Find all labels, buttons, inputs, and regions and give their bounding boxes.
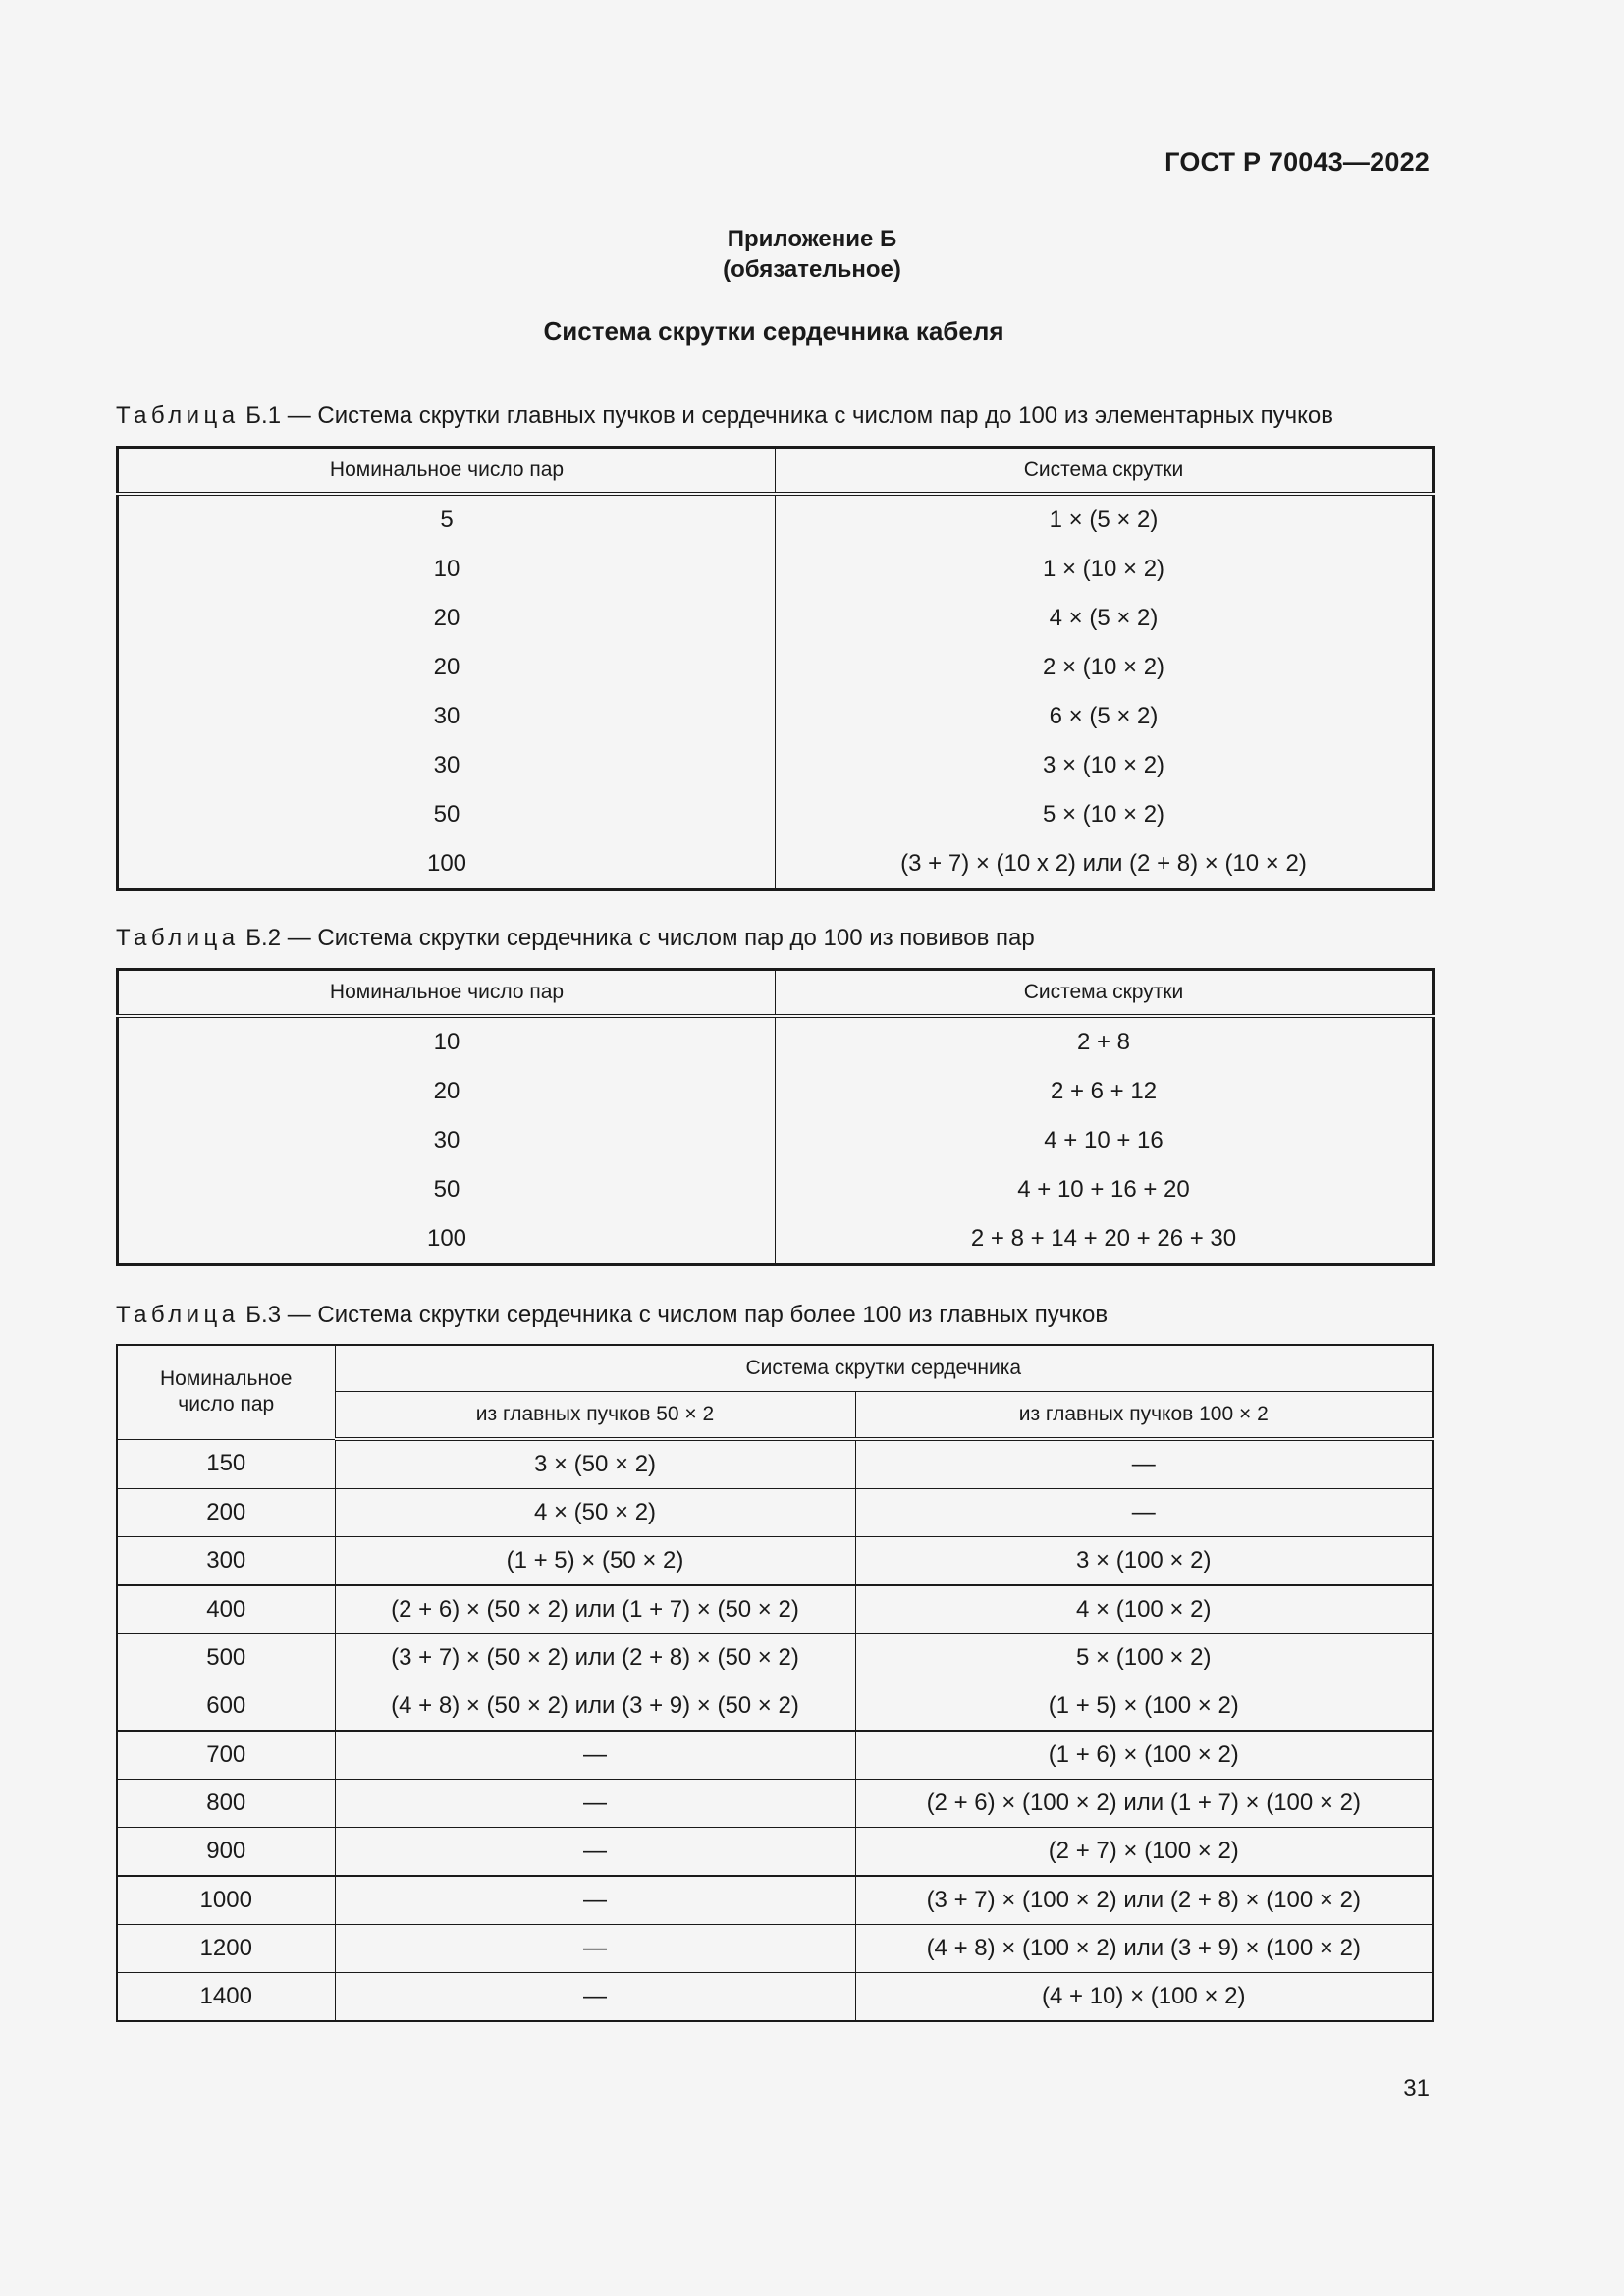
table-row — [117, 1780, 1433, 1828]
header-cell: Система скрутки — [776, 970, 1434, 1017]
table-cell: 100 — [118, 839, 776, 890]
annex-heading — [0, 224, 1624, 285]
header-cell: Номинальное число пар — [118, 448, 776, 495]
table-cell: — — [335, 1828, 855, 1877]
table-cell: 4 × (100 × 2) — [855, 1585, 1433, 1634]
table-cell: 4 × (50 × 2) — [335, 1489, 855, 1537]
table-cell: (4 + 10) × (100 × 2) — [855, 1973, 1433, 2022]
header-cell-group: Система скрутки сердечника — [335, 1345, 1433, 1392]
table-row — [117, 1537, 1433, 1586]
table-cell: — — [335, 1731, 855, 1780]
table3-caption-prefix: Таблица — [116, 1302, 240, 1328]
table-cell: 4 + 10 + 16 — [1044, 1127, 1164, 1153]
table-b2 — [116, 968, 1435, 1266]
table-cell: 300 — [117, 1537, 335, 1586]
table-cell: 6 × (5 × 2) — [1049, 703, 1159, 729]
table-cell: 20 — [118, 594, 776, 643]
table-cell: 3 × (100 × 2) — [855, 1537, 1433, 1586]
header-cell: из главных пучков 50 × 2 — [335, 1392, 855, 1440]
table-cell: (3 + 7) × (100 × 2) или (2 + 8) × (100 × 2) — [855, 1876, 1433, 1925]
table-cell: 500 — [117, 1634, 335, 1682]
header-cell: Система скрутки — [776, 448, 1434, 495]
table-cell: 10 — [118, 545, 776, 594]
table-row — [118, 839, 1434, 890]
annex-title: Система скрутки сердечника кабеля — [543, 316, 1004, 346]
table1-caption — [116, 402, 1333, 430]
table-row — [117, 1876, 1433, 1925]
table-row — [118, 1016, 1434, 1067]
table-cell: 50 — [118, 1165, 776, 1214]
table-cell: 5 × (100 × 2) — [855, 1634, 1433, 1682]
table-cell: 2 + 8 + 14 + 20 + 26 + 30 — [970, 1225, 1237, 1252]
table-cell: 150 — [117, 1439, 335, 1489]
table-cell: (3 + 7) × (50 × 2) или (2 + 8) × (50 × 2) — [335, 1634, 855, 1682]
table-cell: (3 + 7) × (10 x 2) или (2 + 8) × (10 × 2) — [900, 850, 1307, 877]
table-cell: 5 — [118, 494, 776, 545]
table-row — [117, 1489, 1433, 1537]
document-code: ГОСТ Р 70043—2022 — [1164, 147, 1430, 177]
table-cell: 800 — [117, 1780, 335, 1828]
table3-caption-text: Б.3 — Система скрутки сердечника с числом пар более 100 из главных пучков — [239, 1302, 1109, 1328]
table-cell: 1400 — [117, 1973, 335, 2022]
table-row — [117, 1973, 1433, 2022]
table3-caption — [116, 1302, 1108, 1329]
header-cell-pairs: Номинальное число пар — [117, 1345, 335, 1439]
table-cell: 1 × (5 × 2) — [1049, 507, 1159, 533]
table-cell: (4 + 8) × (50 × 2) или (3 + 9) × (50 × 2) — [335, 1682, 855, 1732]
table-row — [117, 1585, 1433, 1634]
annex-status: (обязательное) — [723, 256, 901, 283]
table-row — [118, 741, 1434, 790]
table-row — [118, 1116, 1434, 1165]
table-cell: — — [335, 1876, 855, 1925]
annex-label: Приложение Б — [727, 226, 897, 252]
table-header-row — [117, 1345, 1433, 1392]
table-cell: 30 — [118, 692, 776, 741]
table-b3 — [116, 1344, 1434, 2022]
table-cell: (4 + 8) × (100 × 2) или (3 + 9) × (100 × 2) — [855, 1925, 1433, 1973]
table-cell: 200 — [117, 1489, 335, 1537]
table-row — [117, 1925, 1433, 1973]
table-row — [117, 1682, 1433, 1732]
table-row — [118, 594, 1434, 643]
table-cell: (2 + 6) × (50 × 2) или (1 + 7) × (50 × 2) — [335, 1585, 855, 1634]
table1-caption-prefix: Таблица — [116, 402, 240, 429]
table-row — [117, 1439, 1433, 1489]
table-row — [118, 1165, 1434, 1214]
table-cell: — — [335, 1925, 855, 1973]
table-cell: 2 + 8 — [1076, 1029, 1131, 1055]
header-cell: из главных пучков 100 × 2 — [855, 1392, 1433, 1440]
table-cell: 30 — [118, 741, 776, 790]
table-row — [118, 545, 1434, 594]
table-cell: 1000 — [117, 1876, 335, 1925]
table-cell: 10 — [118, 1016, 776, 1067]
table-row — [117, 1731, 1433, 1780]
table2-caption — [116, 925, 1035, 952]
table-cell: 600 — [117, 1682, 335, 1732]
table-header-row — [118, 448, 1434, 495]
table-cell: 4 + 10 + 16 + 20 — [1017, 1176, 1190, 1202]
table-cell: — — [335, 1780, 855, 1828]
header-cell: Номинальное число пар — [118, 970, 776, 1017]
table-cell: (1 + 6) × (100 × 2) — [855, 1731, 1433, 1780]
table-row — [118, 1214, 1434, 1265]
table-cell: 20 — [118, 643, 776, 692]
table-cell: 2 × (10 × 2) — [1042, 654, 1165, 680]
page-number: 31 — [1403, 2075, 1430, 2102]
table-cell: 2 + 6 + 12 — [1050, 1078, 1158, 1104]
table-header-row — [118, 970, 1434, 1017]
table-cell: 1 × (10 × 2) — [1042, 556, 1165, 582]
table-cell: 3 × (50 × 2) — [335, 1439, 855, 1489]
table-cell: 400 — [117, 1585, 335, 1634]
table-cell: 30 — [118, 1116, 776, 1165]
table-cell: 5 × (10 × 2) — [1042, 801, 1165, 828]
table-cell: 700 — [117, 1731, 335, 1780]
table-cell: (1 + 5) × (100 × 2) — [855, 1682, 1433, 1732]
table-cell: 20 — [118, 1067, 776, 1116]
table-cell: (2 + 6) × (100 × 2) или (1 + 7) × (100 × 2) — [855, 1780, 1433, 1828]
table-cell: (1 + 5) × (50 × 2) — [335, 1537, 855, 1586]
table-cell: 3 × (10 × 2) — [1042, 752, 1165, 778]
table-cell: (2 + 7) × (100 × 2) — [855, 1828, 1433, 1877]
table-row — [118, 1067, 1434, 1116]
table2-caption-text: Б.2 — Система скрутки сердечника с числом пар до 100 из повивов пар — [239, 925, 1035, 951]
table-row — [117, 1828, 1433, 1877]
table-row — [117, 1634, 1433, 1682]
table-cell: 900 — [117, 1828, 335, 1877]
table-cell: 4 × (5 × 2) — [1049, 605, 1159, 631]
table1-caption-text: Б.1 — Система скрутки главных пучков и сердечника с числом пар до 100 из элементарных пучков — [239, 402, 1334, 429]
table-row — [118, 494, 1434, 545]
table2-caption-prefix: Таблица — [116, 925, 240, 951]
table-cell: — — [855, 1439, 1433, 1489]
table-b1 — [116, 446, 1435, 891]
table-row — [118, 643, 1434, 692]
table-cell: 50 — [118, 790, 776, 839]
table-cell: — — [335, 1973, 855, 2022]
table-cell: — — [855, 1489, 1433, 1537]
table-row — [118, 692, 1434, 741]
table-cell: 100 — [118, 1214, 776, 1265]
table-cell: 1200 — [117, 1925, 335, 1973]
table-row — [118, 790, 1434, 839]
